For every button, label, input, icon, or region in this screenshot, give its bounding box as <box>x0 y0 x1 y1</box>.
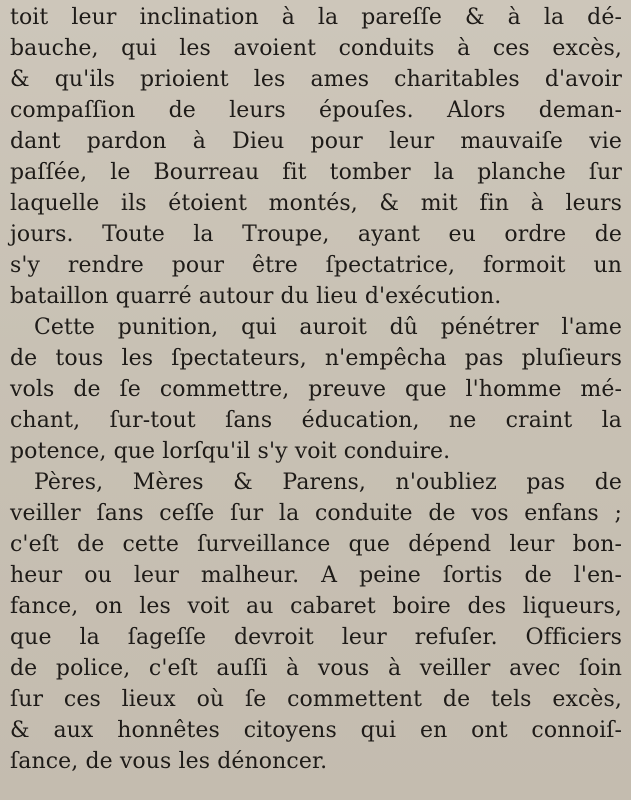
paragraph-1 <box>10 2 622 312</box>
paragraph-line: chant, ſur-tout ſans éducation, ne craint la <box>10 408 622 433</box>
paragraph-line: vols de ſe commettre, preuve que l'homme mé- <box>10 377 622 402</box>
paragraph-3 <box>10 467 622 777</box>
paragraph-line: ſance, de vous les dénoncer. <box>10 749 328 774</box>
paragraph-line: bauche, qui les avoient conduits à ces excès, <box>10 36 622 61</box>
paragraph-line: fance, on les voit au cabaret boire des liqueurs, <box>10 594 622 619</box>
paragraph-line: jours. Toute la Troupe, ayant eu ordre de <box>10 222 622 247</box>
paragraph-line: potence, que lorſqu'il s'y voit conduire. <box>10 439 451 464</box>
paragraph-2 <box>10 312 622 467</box>
paragraph-line: compaſſion de leurs épouſes. Alors deman- <box>10 98 622 123</box>
paragraph-line: s'y rendre pour être ſpectatrice, formoit un <box>10 253 622 278</box>
paragraph-line: heur ou leur malheur. A peine ſortis de l'en- <box>10 563 622 588</box>
text-block <box>10 0 622 777</box>
paragraph-line: ſur ces lieux où ſe commettent de tels excès, <box>10 687 622 712</box>
paragraph-line: veiller ſans ceſſe ſur la conduite de vos enfans ; <box>10 501 622 526</box>
paragraph-line: & qu'ils prioient les ames charitables d'avoir <box>10 67 622 92</box>
paragraph-line: laquelle ils étoient montés, & mit fin à leurs <box>10 191 622 216</box>
paragraph-line: bataillon quarré autour du lieu d'exécution. <box>10 284 502 309</box>
paragraph-line: dant pardon à Dieu pour leur mauvaiſe vie <box>10 129 622 154</box>
paragraph-line: de tous les ſpectateurs, n'empêcha pas pluſieurs <box>10 346 622 371</box>
paragraph-line: Cette punition, qui auroit dû pénétrer l'ame <box>34 315 622 340</box>
paragraph-line: paſſée, le Bourreau fit tomber la planche ſur <box>10 160 622 185</box>
paragraph-line: c'eſt de cette ſurveillance que dépend leur bon- <box>10 532 622 557</box>
paragraph-line: Pères, Mères & Parens, n'oubliez pas de <box>34 470 622 495</box>
paragraph-line: que la ſageſſe devroit leur refuſer. Officiers <box>10 625 622 650</box>
paragraph-line: & aux honnêtes citoyens qui en ont connoiſ- <box>10 718 622 743</box>
paragraph-line: de police, c'eſt auſſi à vous à veiller avec ſoin <box>10 656 622 681</box>
paragraph-line: toit leur inclination à la pareſſe & à la dé- <box>10 5 622 30</box>
